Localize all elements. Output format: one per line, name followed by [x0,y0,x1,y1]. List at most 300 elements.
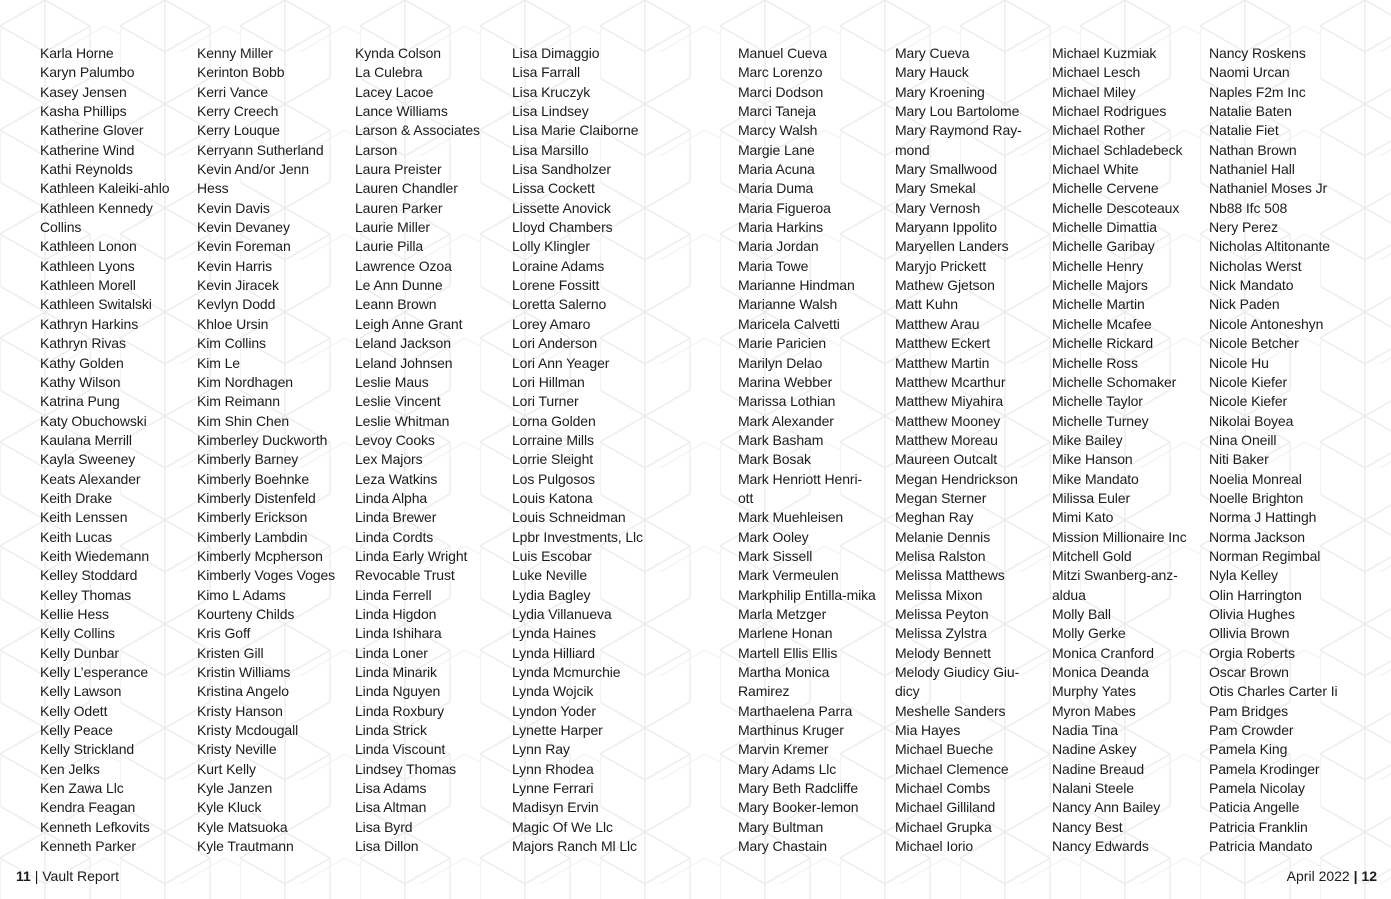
name-entry: Molly Gerke [1052,625,1126,642]
name-entry: Kelly Strickland [40,741,135,758]
name-entry: Leland Jackson [355,335,451,352]
name-entry: Oscar Brown [1209,664,1289,680]
name-entry: Nancy Best [1052,818,1123,835]
name-entry: Maria Jordan [738,238,819,255]
footer-separator: | [34,868,39,884]
name-entry: Marci Taneja [738,103,816,120]
name-entry: Michelle Turney [1052,412,1149,429]
name-entry: Marissa Lothian [738,393,836,410]
name-entry: Kimberly Distenfeld [197,489,316,506]
name-entry: Michael Iorio [895,838,974,855]
name-entry: Martha Monica [738,664,830,680]
name-entry: Natalie Baten [1209,103,1292,120]
name-entry: Kynda Colson [355,45,441,61]
name-entry: Kellie Hess [40,605,109,622]
name-entry: Michelle Henry [1052,257,1144,274]
name-entry: Patricia Franklin [1209,818,1308,835]
name-entry: Maryellen Landers [895,238,1009,255]
name-entry: Mary Lou Bartolome [895,103,1020,120]
left-page-number: 11 [16,868,31,884]
name-entry: Molly Ball [1052,605,1111,622]
report-title: Vault Report [42,868,120,884]
name-entry: Kevin Jiracek [197,277,279,294]
name-entry: Nathaniel Moses Jr [1209,180,1328,197]
name-column-4 [512,44,643,856]
name-entry: Revocable Trust [355,567,455,584]
name-entry: Lydia Bagley [512,586,591,603]
name-entry: Kristy Hanson [197,702,283,719]
name-entry: Mark Basham [738,431,824,448]
name-entry: Collins [40,219,82,236]
name-entry: Nicole Antoneshyn [1209,315,1324,332]
name-entry: Mary Vernosh [895,199,981,216]
name-entry: Mark Muehleisen [738,509,844,526]
name-entry: Kathleen Kaleiki-ahlo [40,180,170,197]
name-entry: Kimberley Duckworth [197,431,328,448]
name-entry: Kristy Neville [197,741,277,758]
name-entry: Nathaniel Hall [1209,161,1295,178]
name-entry: Kayla Sweeney [40,451,136,468]
name-entry: Nadine Breaud [1052,760,1145,777]
name-entry: Lorraine Mills [512,431,594,448]
name-entry: Linda Strick [355,722,427,739]
name-entry: Lauren Chandler [355,180,458,197]
name-entry: Laura Preister [355,161,442,178]
name-entry: Melody Giudicy Giu- [895,664,1020,680]
name-entry: Lpbr Investments, Llc [512,528,643,545]
name-entry: Kelly L’esperance [40,664,149,680]
name-entry: Kim Reimann [197,393,280,410]
name-entry: Lisa Adams [355,780,427,797]
name-entry: Michelle Martin [1052,296,1145,313]
name-entry: Kyle Trautmann [197,838,294,855]
name-entry: Kristin Williams [197,664,291,680]
name-entry: Magic Of We Llc [512,818,613,835]
name-entry: Melissa Mixon [895,586,983,603]
name-entry: Maureen Outcalt [895,451,997,468]
name-entry: Lynda Mcmurchie [512,664,621,680]
name-entry: Kevin Davis [197,199,270,216]
name-entry: Kelley Stoddard [40,567,138,584]
name-entry: Kasey Jensen [40,83,127,100]
name-entry: Ken Jelks [40,760,100,777]
name-entry: Lorey Amaro [512,315,591,332]
name-entry: Katy Obuchowski [40,412,147,429]
name-entry: Lori Hillman [512,373,585,390]
name-entry: Luis Escobar [512,547,592,564]
footer-right [1287,868,1377,884]
name-entry: Lissette Anovick [512,199,611,216]
name-entry: Kimberly Boehnke [197,470,310,487]
name-entry: Leann Brown [355,296,437,313]
name-entry: Monica Cranford [1052,644,1154,661]
name-entry: Karyn Palumbo [40,64,135,81]
name-entry: Naples F2m Inc [1209,83,1306,100]
name-entry: Lynda Hilliard [512,644,595,661]
name-entry: Mark Ooley [738,528,809,545]
name-entry: Lisa Dimaggio [512,45,600,61]
name-entry: Michelle Schomaker [1052,373,1177,390]
name-entry: Michael Grupka [895,818,992,835]
name-entry: Nalani Steele [1052,780,1134,797]
name-entry: Luke Neville [512,567,588,584]
name-entry: ott [738,489,754,506]
footer-separator: | [1353,868,1358,884]
name-entry: Nicholas Werst [1209,257,1302,274]
name-entry: Linda Cordts [355,528,434,545]
name-entry: Kevlyn Dodd [197,296,276,313]
name-entry: Nick Paden [1209,296,1280,313]
name-entry: Mike Mandato [1052,470,1139,487]
name-entry: Matt Kuhn [895,296,958,313]
name-entry: Leza Watkins [355,470,438,487]
name-entry: Keith Drake [40,489,113,506]
name-entry: Noelle Brighton [1209,489,1304,506]
name-entry: Mary Chastain [738,838,827,855]
name-entry: Katherine Wind [40,141,135,158]
name-entry: Mimi Kato [1052,509,1114,526]
name-entry: Kathy Golden [40,354,124,371]
name-entry: Leslie Whitman [355,412,450,429]
name-entry: Kim Le [197,354,240,371]
name-entry: Lynda Wojcik [512,683,594,700]
name-entry: Nancy Ann Bailey [1052,799,1161,816]
name-entry: mond [895,141,930,158]
name-entry: Loretta Salerno [512,296,607,313]
name-entry: Kerry Creech [197,103,279,120]
name-entry: Kim Shin Chen [197,412,290,429]
name-entry: Larson [355,141,398,158]
name-entry: Marci Dodson [738,83,824,100]
name-entry: Loraine Adams [512,257,605,274]
name-entry: Maria Acuna [738,161,815,178]
name-entry: Melody Bennett [895,644,991,661]
name-entry: Matthew Martin [895,354,990,371]
name-entry: Marthaelena Parra [738,702,853,719]
name-entry: Kelly Lawson [40,683,122,700]
name-entry: Lori Anderson [512,335,598,352]
name-entry: Lisa Farrall [512,64,581,81]
name-entry: Lynne Ferrari [512,780,594,797]
report-date: April 2022 [1286,868,1350,884]
name-entry: Kevin Harris [197,257,273,274]
name-entry: Melisa Ralston [895,547,986,564]
name-entry: Kurt Kelly [197,760,256,777]
name-entry: Kerryann Sutherland [197,141,324,158]
name-entry: Maryjo Prickett [895,257,987,274]
name-entry: Kimberly Erickson [197,509,308,526]
name-entry: Kerinton Bobb [197,64,285,81]
name-entry: Maria Towe [738,257,809,274]
name-entry: Kenny Miller [197,45,273,61]
name-entry: Matthew Arau [895,315,980,332]
name-entry: Mathew Gjetson [895,277,995,294]
footer-left [16,868,119,884]
name-entry: Megan Sterner [895,489,987,506]
name-entry: Markphilip Entilla-mika [738,586,876,603]
name-entry: Louis Schneidman [512,509,626,526]
name-entry: Lisa Marie Claiborne [512,122,639,139]
name-entry: Kathryn Rivas [40,335,126,352]
name-entry: Nicholas Altitonante [1209,238,1330,255]
name-entry: Meghan Ray [895,509,974,526]
name-entry: Mia Hayes [895,722,961,739]
name-entry: Marilyn Delao [738,354,823,371]
name-entry: Lindsey Thomas [355,760,457,777]
name-entry: Nancy Roskens [1209,45,1306,61]
name-entry: Leslie Maus [355,373,429,390]
name-entry: Lauren Parker [355,199,443,216]
name-entry: Majors Ranch Ml Llc [512,838,637,855]
name-entry: Meshelle Sanders [895,702,1006,719]
name-entry: Mission Millionaire Inc [1052,528,1187,545]
name-entry: Nicole Betcher [1209,335,1299,352]
name-entry: Kelly Odett [40,702,108,719]
name-entry: Lynn Ray [512,741,570,758]
name-entry: Michelle Rickard [1052,335,1154,352]
name-entry: Lolly Klingler [512,238,590,255]
name-entry: Kelly Collins [40,625,115,642]
name-entry: Lisa Lindsey [512,103,589,120]
name-entry: Marina Webber [738,373,833,390]
name-entry: Mark Vermeulen [738,567,839,584]
name-entry: Kim Nordhagen [197,373,293,390]
name-entry: Olivia Hughes [1209,605,1295,622]
name-entry: Ramirez [738,683,790,700]
name-entry: Keith Lucas [40,528,113,545]
name-entry: Mary Kroening [895,83,985,100]
name-entry: Kenneth Lefkovits [40,818,150,835]
name-entry: Marianne Walsh [738,296,838,313]
name-entry: Kerri Vance [197,83,269,100]
name-entry: Matthew Mooney [895,412,1001,429]
name-entry: Kevin And/or Jenn [197,161,309,178]
name-entry: Margie Lane [738,141,815,158]
name-entry: Mark Henriott Henri- [738,470,863,487]
name-entry: Mary Adams Llc [738,760,837,777]
name-entry: Manuel Cueva [738,45,828,61]
name-column-5 [738,44,876,856]
name-entry: Marc Lorenzo [738,64,823,81]
name-entry: Mary Cueva [895,45,970,61]
name-entry: Mary Booker-lemon [738,799,859,816]
name-entry: Lyndon Yoder [512,702,596,719]
name-entry: Kristen Gill [197,644,264,661]
name-entry: Mitzi Swanberg-anz- [1052,567,1178,584]
name-entry: Kathy Wilson [40,373,121,390]
name-column-2 [197,44,335,856]
name-entry: Kimberly Mcpherson [197,547,323,564]
name-entry: Nyla Kelley [1209,567,1278,584]
name-entry: Pamela Krodinger [1209,760,1320,777]
name-entry: Pamela King [1209,741,1288,758]
name-entry: Michael White [1052,161,1139,178]
name-entry: Michelle Garibay [1052,238,1155,255]
name-entry: Nicole Hu [1209,354,1269,371]
name-entry: Lissa Cockett [512,180,595,197]
name-entry: Melanie Dennis [895,528,991,545]
name-entry: Mary Smallwood [895,161,998,178]
name-entry: Kimberly Barney [197,451,299,468]
name-entry: Maria Duma [738,180,814,197]
name-entry: Lori Ann Yeager [512,354,610,371]
name-entry: Kelly Peace [40,722,113,739]
name-entry: Mary Smekal [895,180,976,197]
name-entry: Mary Raymond Ray- [895,122,1022,139]
name-entry: Matthew Miyahira [895,393,1004,410]
name-entry: Mark Alexander [738,412,834,429]
name-entry: Lawrence Ozoa [355,257,452,274]
name-entry: Linda Alpha [355,489,428,506]
name-entry: Kathleen Lyons [40,257,135,274]
name-entry: Nadine Askey [1052,741,1137,758]
name-entry: Kathleen Morell [40,277,136,294]
name-entry: Nathan Brown [1209,141,1297,158]
name-entry: Lex Majors [355,451,423,468]
name-entry: Ken Zawa Llc [40,780,124,797]
name-entry: Michelle Descoteaux [1052,199,1180,216]
name-entry: Lisa Dillon [355,838,419,855]
name-entry: Kristy Mcdougall [197,722,299,739]
name-entry: Michael Schladebeck [1052,141,1183,158]
name-entry: Marla Metzger [738,605,827,622]
name-entry: Nicole Kiefer [1209,393,1288,410]
name-entry: Lisa Byrd [355,818,413,835]
name-entry: Patricia Mandato [1209,838,1313,855]
name-entry: Marie Paricien [738,335,827,352]
name-entry: Linda Minarik [355,664,437,680]
name-entry: Leland Johnsen [355,354,453,371]
name-entry: Nb88 Ifc 508 [1209,199,1288,216]
name-entry: Madisyn Ervin [512,799,599,816]
name-entry: Olin Harrington [1209,586,1302,603]
name-entry: Nikolai Boyea [1209,412,1294,429]
name-entry: Kyle Matsuoka [197,818,288,835]
name-entry: Mike Hanson [1052,451,1133,468]
name-column-7 [1052,44,1187,856]
name-entry: Monica Deanda [1052,664,1149,680]
name-entry: Naomi Urcan [1209,64,1290,81]
name-entry: Kyle Janzen [197,780,273,797]
name-entry: Nery Perez [1209,219,1279,236]
name-entry: Norma Jackson [1209,528,1305,545]
name-entry: Kendra Feagan [40,799,136,816]
name-entry: Michael Rodrigues [1052,103,1167,120]
name-entry: Marianne Hindman [738,277,855,294]
name-entry: Linda Brewer [355,509,437,526]
name-entry: Kyle Kluck [197,799,262,816]
name-entry: Le Ann Dunne [355,277,443,294]
name-entry: Laurie Miller [355,219,430,236]
name-entry: Natalie Fiet [1209,122,1279,139]
name-entry: Michelle Cervene [1052,180,1159,197]
name-entry: Kimo L Adams [197,586,286,603]
name-entry: Kasha Phillips [40,103,127,120]
name-entry: Lance Williams [355,103,448,120]
name-entry: Maria Harkins [738,219,824,236]
name-entry: Nick Mandato [1209,277,1294,294]
name-entry: Michael Combs [895,780,991,797]
name-entry: Keats Alexander [40,470,141,487]
name-entry: Kris Goff [197,625,251,642]
name-entry: Maryann Ippolito [895,219,997,236]
name-entry: Kelley Thomas [40,586,132,603]
name-entry: Paticia Angelle [1209,799,1300,816]
name-entry: dicy [895,683,920,700]
name-entry: Matthew Moreau [895,431,998,448]
name-entry: Melissa Zylstra [895,625,987,642]
name-entry: Kristina Angelo [197,683,289,700]
name-entry: Milissa Euler [1052,489,1131,506]
name-entry: Michelle Taylor [1052,393,1143,410]
name-entry: Michael Gilliland [895,799,996,816]
name-entry: Kevin Devaney [197,219,290,236]
name-entry: Kaulana Merrill [40,431,132,448]
name-entry: Linda Loner [355,644,428,661]
name-entry: Marlene Honan [738,625,833,642]
name-entry: Katherine Glover [40,122,144,139]
name-entry: Linda Early Wright [355,547,468,564]
name-entry: Michael Rother [1052,122,1145,139]
name-entry: Lisa Marsillo [512,141,589,158]
name-entry: Katrina Pung [40,393,120,410]
name-entry: Myron Mabes [1052,702,1136,719]
name-entry: Karla Horne [40,45,114,61]
name-entry: Michael Miley [1052,83,1136,100]
name-entry: Murphy Yates [1052,683,1136,700]
name-entry: Keith Wiedemann [40,547,150,564]
name-column-6 [895,44,1022,856]
name-entry: Kimberly Voges Voges [197,567,336,584]
name-entry: Lynette Harper [512,722,603,739]
name-entry: Mike Bailey [1052,431,1123,448]
name-entry: Michelle Ross [1052,354,1138,371]
name-entry: Nicole Kiefer [1209,373,1288,390]
name-entry: Hess [197,180,229,197]
name-entry: Lynda Haines [512,625,596,642]
name-entry: Matthew Eckert [895,335,991,352]
name-entry: Kathleen Switalski [40,296,152,313]
name-entry: Maria Figueroa [738,199,831,216]
name-entry: Lorna Golden [512,412,596,429]
name-entry: Lisa Kruczyk [512,83,591,100]
name-entry: Ollivia Brown [1209,625,1290,642]
name-entry: Pam Bridges [1209,702,1289,719]
name-entry: Laurie Pilla [355,238,424,255]
name-entry: Larson & Associates [355,122,480,139]
name-entry: Mary Bultman [738,818,824,835]
right-page-number: 12 [1361,868,1377,884]
name-entry: Nadia Tina [1052,722,1118,739]
name-entry: Pamela Nicolay [1209,780,1305,797]
name-entry: Leigh Anne Grant [355,315,463,332]
name-entry: Noelia Monreal [1209,470,1302,487]
name-entry: Los Pulgosos [512,470,595,487]
name-entry: Khloe Ursin [197,315,269,332]
name-entry: Marvin Kremer [738,741,829,758]
name-entry: Michael Lesch [1052,64,1141,81]
name-column-3 [355,44,480,856]
name-entry: Nina Oneill [1209,431,1277,448]
name-entry: Kim Collins [197,335,266,352]
name-entry: Michelle Dimattia [1052,219,1157,236]
name-entry: Linda Ishihara [355,625,442,642]
name-entry: Lloyd Chambers [512,219,613,236]
name-entry: Otis Charles Carter Ii [1209,683,1338,700]
name-entry: La Culebra [355,64,423,81]
name-entry: Kathryn Harkins [40,315,139,332]
name-entry: Maricela Calvetti [738,315,840,332]
